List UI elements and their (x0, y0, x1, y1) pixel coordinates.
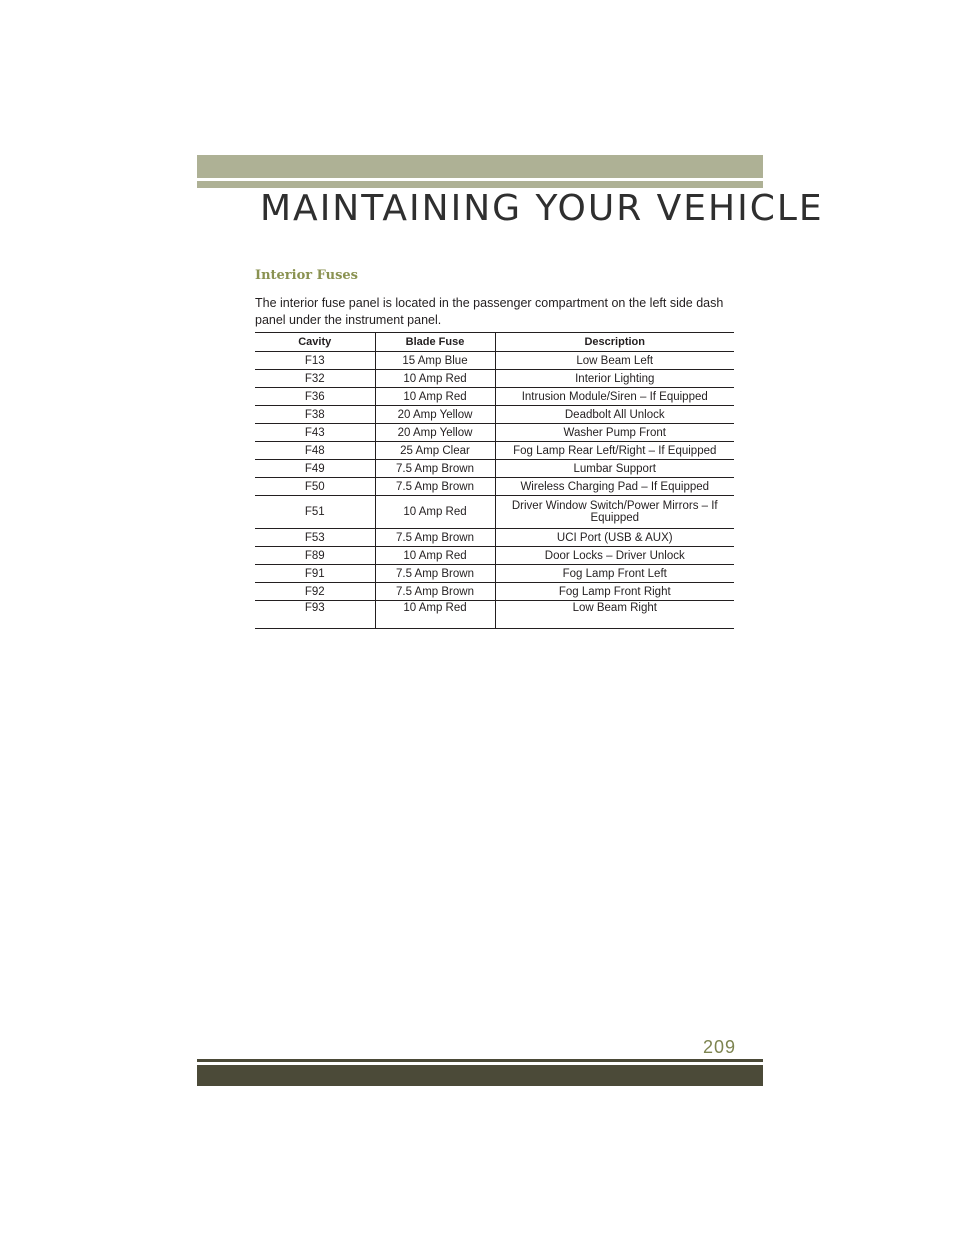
description-cell: Low Beam Right (495, 601, 734, 629)
chapter-title: MAINTAINING YOUR VEHICLE (260, 188, 824, 229)
blade-fuse-cell: 7.5 Amp Brown (375, 460, 495, 478)
description-cell: Driver Window Switch/Power Mirrors – If Equipped (495, 496, 734, 529)
table-row (255, 388, 734, 406)
blade-fuse-cell: 7.5 Amp Brown (375, 529, 495, 547)
table-row (255, 565, 734, 583)
cavity-cell: F36 (255, 388, 375, 406)
cavity-cell: F92 (255, 583, 375, 601)
description-cell: Interior Lighting (495, 370, 734, 388)
blade-fuse-cell: 20 Amp Yellow (375, 424, 495, 442)
cavity-cell: F43 (255, 424, 375, 442)
table-row (255, 460, 734, 478)
cavity-cell: F93 (255, 601, 375, 629)
blade-fuse-cell: 10 Amp Red (375, 496, 495, 529)
blade-fuse-cell: 15 Amp Blue (375, 352, 495, 370)
page-number: 209 (702, 1037, 736, 1057)
description-cell: Fog Lamp Rear Left/Right – If Equipped (495, 442, 734, 460)
intro-paragraph: The interior fuse panel is located in the passenger compartment on the left side dash panel under the instrument panel. (255, 296, 724, 327)
blade-fuse-cell: 10 Amp Red (375, 370, 495, 388)
blade-fuse-cell: 7.5 Amp Brown (375, 583, 495, 601)
description-cell: Deadbolt All Unlock (495, 406, 734, 424)
table-row (255, 547, 734, 565)
description-cell: Low Beam Left (495, 352, 734, 370)
column-header-cavity: Cavity (255, 333, 375, 352)
description-cell: Washer Pump Front (495, 424, 734, 442)
cavity-cell: F49 (255, 460, 375, 478)
table-row (255, 496, 734, 529)
blade-fuse-cell: 7.5 Amp Brown (375, 478, 495, 496)
fuse-table (255, 332, 734, 629)
column-header-description: Description (495, 333, 734, 352)
cavity-cell: F91 (255, 565, 375, 583)
cavity-cell: F38 (255, 406, 375, 424)
table-header-row (255, 333, 734, 352)
blade-fuse-cell: 7.5 Amp Brown (375, 565, 495, 583)
description-cell: Door Locks – Driver Unlock (495, 547, 734, 565)
table-row (255, 352, 734, 370)
description-cell: UCI Port (USB & AUX) (495, 529, 734, 547)
footer-band (197, 1065, 763, 1086)
blade-fuse-cell: 10 Amp Red (375, 388, 495, 406)
section-heading: Interior Fuses (255, 268, 359, 283)
description-cell: Intrusion Module/Siren – If Equipped (495, 388, 734, 406)
table-row (255, 529, 734, 547)
header-band (197, 155, 763, 178)
description-cell: Wireless Charging Pad – If Equipped (495, 478, 734, 496)
cavity-cell: F51 (255, 496, 375, 529)
cavity-cell: F53 (255, 529, 375, 547)
description-cell: Fog Lamp Front Right (495, 583, 734, 601)
table-row (255, 406, 734, 424)
cavity-cell: F13 (255, 352, 375, 370)
table-row (255, 370, 734, 388)
cavity-cell: F89 (255, 547, 375, 565)
description-cell: Fog Lamp Front Left (495, 565, 734, 583)
table-row (255, 442, 734, 460)
blade-fuse-cell: 25 Amp Clear (375, 442, 495, 460)
cavity-cell: F48 (255, 442, 375, 460)
cavity-cell: F50 (255, 478, 375, 496)
description-cell: Lumbar Support (495, 460, 734, 478)
table-row (255, 601, 734, 629)
footer-rule (197, 1059, 763, 1062)
blade-fuse-cell: 10 Amp Red (375, 601, 495, 629)
table-row (255, 424, 734, 442)
column-header-blade-fuse: Blade Fuse (375, 333, 495, 352)
table-row (255, 478, 734, 496)
blade-fuse-cell: 10 Amp Red (375, 547, 495, 565)
cavity-cell: F32 (255, 370, 375, 388)
table-row (255, 583, 734, 601)
header-rule (197, 181, 763, 188)
blade-fuse-cell: 20 Amp Yellow (375, 406, 495, 424)
